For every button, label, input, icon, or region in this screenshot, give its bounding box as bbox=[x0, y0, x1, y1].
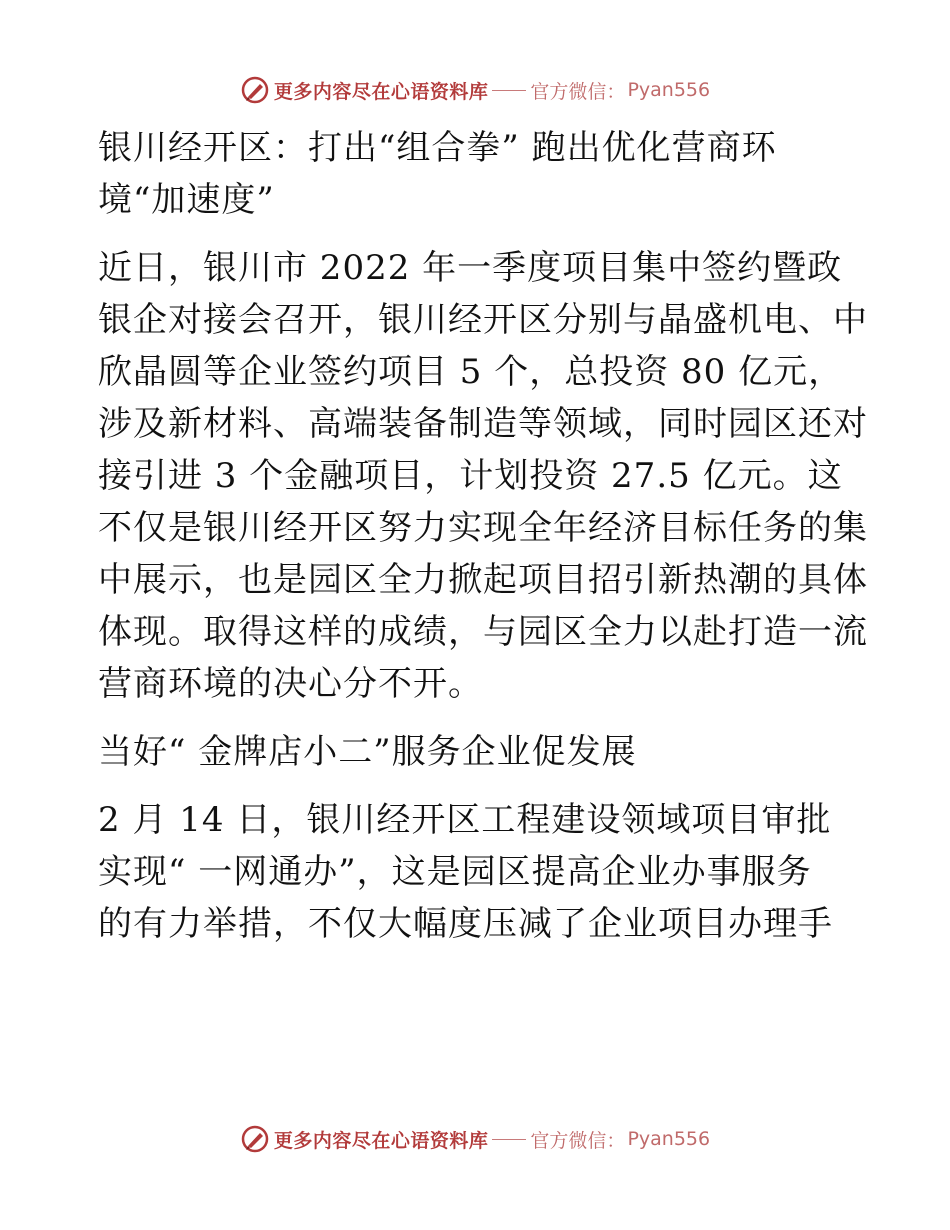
paragraph-line: 实现“ 一网通办”，这是园区提高企业办事服务 bbox=[98, 852, 812, 892]
paragraph-2 bbox=[98, 794, 858, 950]
paragraph-line: 的有力举措，不仅大幅度压减了企业项目办理手 bbox=[98, 904, 833, 944]
watermark-site-text: 更多内容尽在心语资料库 bbox=[273, 1129, 489, 1152]
footer-watermark bbox=[0, 1119, 950, 1159]
watermark-wechat-id: Pyan556 bbox=[627, 1128, 711, 1150]
paragraph-line: 欣晶圆等企业签约项目 5 个，总投资 80 亿元， bbox=[98, 352, 844, 392]
paragraph-line: 银企对接会召开，银川经开区分别与晶盛机电、中 bbox=[98, 300, 868, 340]
title-line: 境“加速度” bbox=[98, 180, 275, 220]
watermark-label: 官方微信： bbox=[530, 1129, 626, 1152]
document-body bbox=[98, 122, 868, 950]
paragraph-line: 涉及新材料、高端装备制造等领域，同时园区还对 bbox=[98, 404, 868, 444]
paragraph-line: 近日，银川市 2022 年一季度项目集中签约暨政 bbox=[98, 248, 843, 288]
title-line: 银川经开区：打出“组合拳” 跑出优化营商环 bbox=[98, 128, 777, 168]
paragraph-line: 体现。取得这样的成绩，与园区全力以赴打造一流 bbox=[98, 612, 868, 652]
paragraph-line: 2 月 14 日，银川经开区工程建设领域项目审批 bbox=[98, 800, 832, 840]
watermark-divider bbox=[492, 1139, 526, 1140]
logo-pen-icon bbox=[240, 75, 270, 105]
watermark-divider bbox=[492, 90, 526, 91]
header-watermark bbox=[0, 70, 950, 110]
document-title bbox=[98, 122, 858, 226]
paragraph-line: 不仅是银川经开区努力实现全年经济目标任务的集 bbox=[98, 508, 868, 548]
watermark-label: 官方微信： bbox=[530, 80, 626, 103]
paragraph-line: 营商环境的决心分不开。 bbox=[98, 664, 483, 704]
watermark-site-text: 更多内容尽在心语资料库 bbox=[273, 80, 489, 103]
paragraph-line: 中展示，也是园区全力掀起项目招引新热潮的具体 bbox=[98, 560, 868, 600]
paragraph-1 bbox=[98, 242, 868, 710]
paragraph-line: 接引进 3 个金融项目，计划投资 27.5 亿元。这 bbox=[98, 456, 843, 496]
logo-pen-icon bbox=[240, 1124, 270, 1154]
watermark-wechat-id: Pyan556 bbox=[627, 79, 711, 101]
section-heading: 当好“ 金牌店小二”服务企业促发展 bbox=[98, 732, 637, 772]
